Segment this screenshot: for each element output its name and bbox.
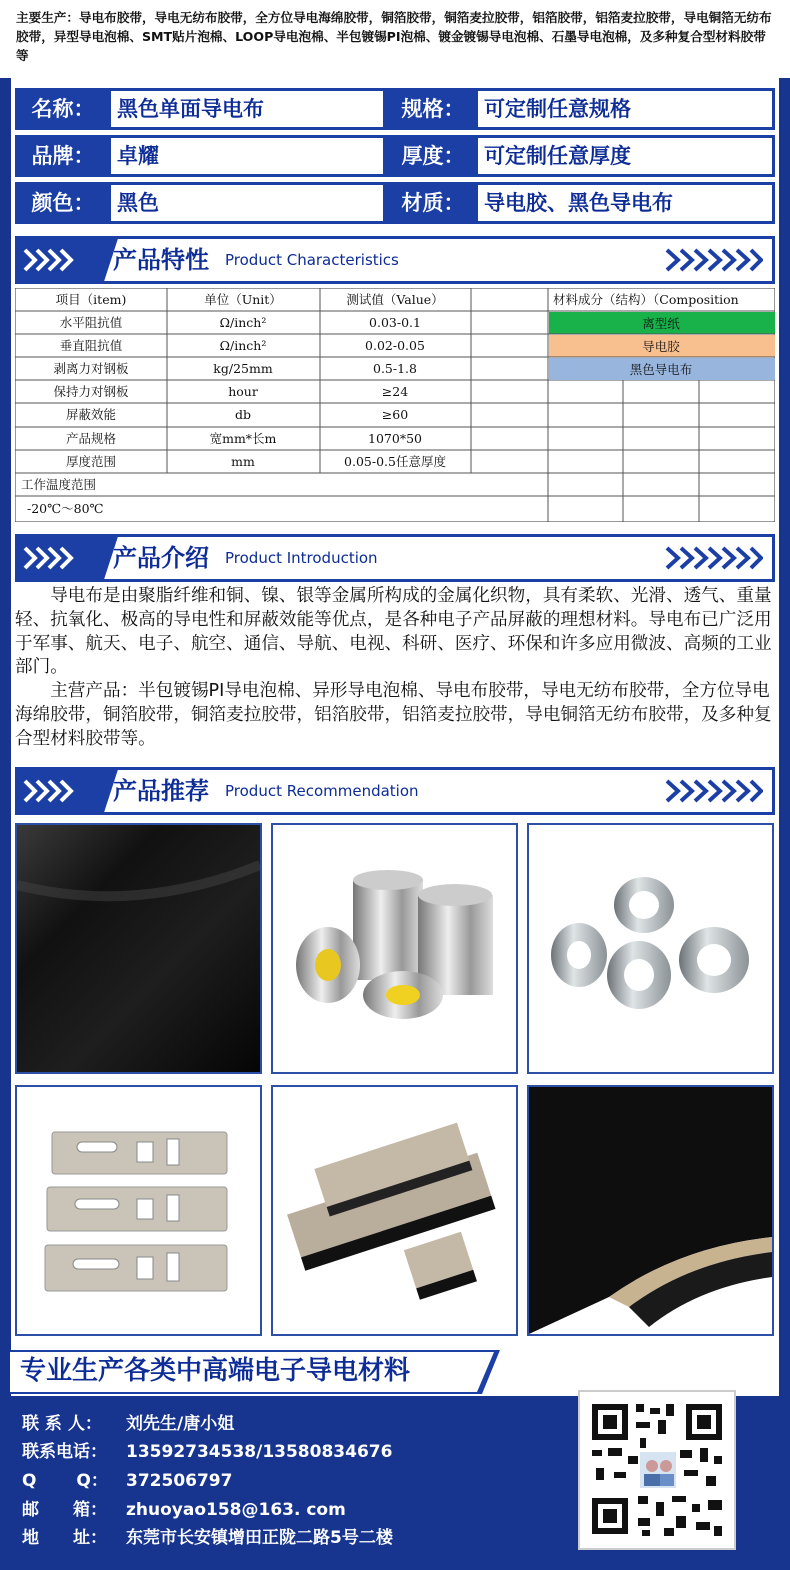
contact-value: zhuoyao158@163. com: [126, 1500, 346, 1520]
contact-address: [22, 1524, 393, 1552]
slogan: 专业生产各类中高端电子导电材料: [20, 1356, 411, 1386]
section-header-characteristics: [15, 236, 775, 284]
spec-cell: Ω/inch²: [219, 315, 267, 330]
contact-label: 联系电话：: [22, 1442, 107, 1462]
temp-value: -20℃～80℃: [27, 501, 104, 516]
spec-cell: kg/25mm: [213, 361, 273, 376]
chevron-right-icon: [665, 247, 763, 273]
contact-label: 联 系 人：: [22, 1414, 102, 1434]
chevron-right-icon: [23, 248, 83, 272]
section-title: 产品介绍: [113, 544, 209, 572]
contact-label: Q Q：: [22, 1471, 108, 1491]
contact-phone: [22, 1438, 392, 1466]
info-value: 卓耀: [111, 138, 383, 174]
spec-cell: 1070*50: [368, 431, 422, 446]
layer-label: 导电胶: [642, 339, 680, 354]
spec-cell: hour: [228, 384, 258, 399]
info-label: 厚度：: [401, 144, 465, 168]
contact-label: 邮 箱：: [22, 1500, 107, 1520]
content-panel: [11, 78, 779, 1396]
spec-cell: ≥60: [381, 407, 409, 422]
chevron-right-icon: [665, 778, 763, 804]
info-label: 材质：: [401, 191, 465, 215]
contact-label: 地 址：: [22, 1528, 107, 1548]
product-image-conductive-foam[interactable]: [271, 1085, 518, 1336]
temp-label: 工作温度范围: [21, 477, 97, 492]
product-image-aluminum-foil-tape[interactable]: [271, 823, 518, 1074]
spec-cell: 产品规格: [65, 431, 117, 446]
spec-cell: 垂直阻抗值: [59, 338, 123, 353]
contact-qq: [22, 1467, 232, 1495]
contact-value: 372506797: [126, 1471, 233, 1491]
info-value: 导电胶、黑色导电布: [478, 185, 772, 221]
spec-cell: 宽mm*长m: [209, 431, 277, 446]
main-products-text: 主要生产：导电布胶带，导电无纺布胶带，全方位导电海绵胶带，铜箔胶带，铜箔麦拉胶带，铝箔胶带，铝箔麦拉胶带，导电铜箔无纺布胶带，异型导电泡棉、SMT贴片泡棉、LOOP导电泡棉、半包镀锡PI泡棉、镀金镀锡导电泡棉、石墨导电泡棉，及多种复合型材料胶带等: [16, 10, 772, 63]
info-label: 品牌：: [31, 144, 95, 168]
qr-code[interactable]: [578, 1390, 736, 1550]
chevron-right-icon: [665, 545, 763, 571]
product-image-black-cloth-roll[interactable]: [527, 1085, 774, 1336]
spec-table: [15, 288, 775, 522]
spec-cell: mm: [231, 454, 255, 469]
chevron-right-icon: [23, 779, 83, 803]
info-value: 可定制任意规格: [478, 91, 772, 127]
spec-cell: ≥24: [381, 384, 409, 399]
info-label: 名称：: [31, 97, 95, 121]
intro-text: [15, 585, 775, 752]
section-title: 产品推荐: [113, 777, 209, 805]
contact-value: 刘先生/唐小姐: [126, 1414, 235, 1434]
contact-email: [22, 1496, 346, 1524]
product-image-die-cut-parts[interactable]: [15, 1085, 262, 1336]
section-subtitle: Product Recommendation: [225, 782, 419, 800]
intro-paragraph: 导电布是由聚脂纤维和铜、镍、银等金属所构成的金属化织物，具有柔软、光滑、透气、重量轻、抗氧化、极高的导电性和屏蔽效能等优点，是各种电子产品屏蔽的理想材料。导电布已广泛用于军事、航天、电子、航空、通信、导航、电视、科研、医疗、环保和许多应用微波、高频的工业部门。: [15, 586, 772, 678]
info-value: 黑色单面导电布: [111, 91, 383, 127]
info-row-brand: [15, 135, 775, 177]
spec-cell: Ω/inch²: [219, 338, 267, 353]
layer-label: 离型纸: [642, 316, 680, 331]
spec-cell: 保持力对钢板: [53, 384, 129, 399]
spec-cell: 厚度范围: [65, 454, 117, 469]
contact-person: [22, 1410, 234, 1438]
info-value: 可定制任意厚度: [478, 138, 772, 174]
main-products-banner: [0, 0, 790, 78]
intro-paragraph: 主营产品：半包镀锡PI导电泡棉、异形导电泡棉、导电布胶带，导电无纺布胶带，全方位导电海绵胶带，铜箔胶带，铜箔麦拉胶带，铝箔胶带，铝箔麦拉胶带，导电铜箔无纺布胶带，及多种复合型材料胶带等。: [15, 681, 772, 749]
product-image-black-conductive-cloth[interactable]: [15, 823, 262, 1074]
section-header-introduction: [15, 534, 775, 582]
section-subtitle: Product Introduction: [225, 549, 378, 567]
spec-cell: 0.03-0.1: [369, 315, 421, 330]
info-value: 黑色: [111, 185, 383, 221]
contact-value: 13592734538/13580834676: [126, 1442, 393, 1462]
section-header-recommendation: [15, 767, 775, 815]
contact-value: 东莞市长安镇增田正陇二路5号二楼: [126, 1528, 393, 1548]
info-row-color: [15, 182, 775, 224]
spec-cell: 0.05-0.5任意厚度: [344, 454, 446, 469]
info-row-name: [15, 88, 775, 130]
layer-label: 黑色导电布: [629, 362, 693, 377]
section-subtitle: Product Characteristics: [225, 251, 399, 269]
spec-cell: 0.5-1.8: [373, 361, 417, 376]
spec-cell: 0.02-0.05: [365, 338, 425, 353]
spec-cell: 水平阻抗值: [59, 315, 123, 330]
info-label: 规格：: [401, 97, 465, 121]
composition-header: 材料成分（结构）（Composition: [553, 292, 739, 307]
spec-cell: db: [234, 407, 252, 422]
qr-code-icon: [580, 1392, 734, 1548]
section-title: 产品特性: [113, 246, 209, 274]
spec-header: 项目（item): [55, 292, 127, 307]
info-label: 颜色：: [31, 191, 95, 215]
product-image-aluminum-tape-rolls[interactable]: [527, 823, 774, 1074]
spec-cell: 剥离力对钢板: [53, 361, 129, 376]
spec-cell: 屏蔽效能: [65, 407, 117, 422]
spec-header: 测试值（Value）: [346, 292, 444, 307]
chevron-right-icon: [23, 546, 83, 570]
spec-header: 单位（Unit）: [204, 292, 282, 307]
